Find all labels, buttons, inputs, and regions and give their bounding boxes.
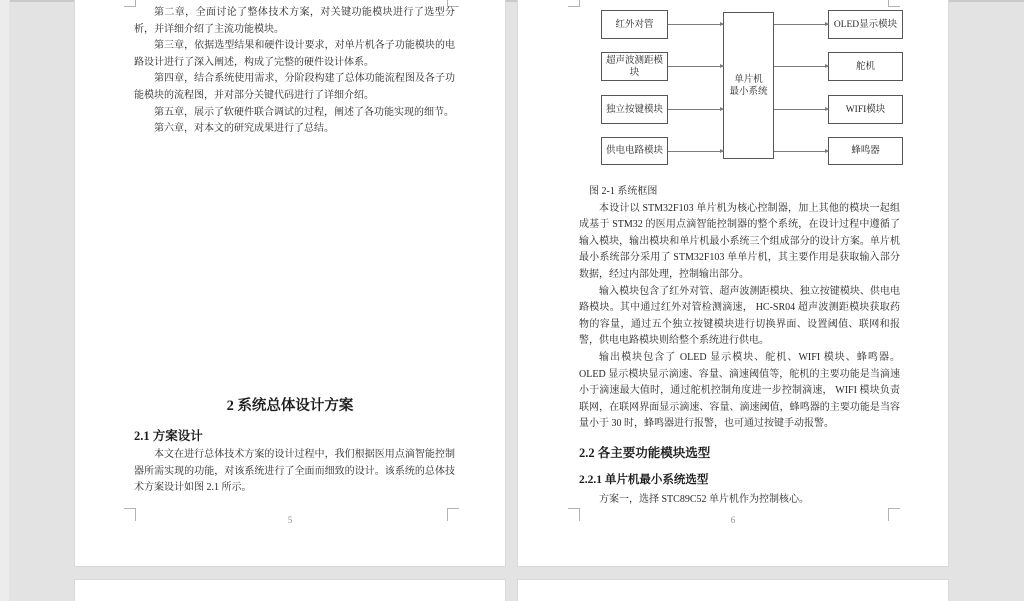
paragraph: 第四章，结合系统使用需求，分阶段构建了总体功能流程图及各子功能模块的流程图，并对部分关键代码进行了详细介绍。 [134, 73, 455, 101]
subsection-2-2-1-body [579, 492, 900, 509]
chapter-heading: 2 系统总体设计方案 [226, 398, 354, 414]
arrow-output-4 [774, 151, 828, 152]
paragraph: 方案一，选择 STC89C52 单片机作为控制核心。 [599, 494, 810, 505]
figure-caption: 图 2-1 系统框图 [589, 186, 658, 197]
document-page-8[interactable] [517, 579, 949, 601]
left-edge-band [0, 0, 9, 601]
paragraph: 本设计以 STM32F103 单片机为核心控制器，加上其他的模块一起组成基于 STM32 的医用点滴智能控制器的整个系统，在设计过程中遵循了输入模块，输出模块和单片机最小系统三个组成部分的设计方案。单片机最小系统部分采用了 STM32F103 单单片机，其主要作用是获取输入部分数据，经过内部处理，控制输出部分。 [579, 202, 900, 280]
arrow-output-3 [774, 109, 828, 110]
arrow-input-4 [668, 151, 723, 152]
diagram-box-mcu-system [723, 12, 774, 159]
diagram-box-key-module: 独立按键模块 [601, 95, 668, 124]
paragraph: 第二章，全面讨论了整体技术方案，对关键功能模块进行了选型分析，并详细介绍了主流功能模块。 [134, 7, 455, 35]
paragraph: 输入模块包含了红外对管、超声波测距模块、独立按键模块、供电电路模块。其中通过红外对管检测滴速， HC-SR04 超声波测距模块获取药物的容量，通过五个独立按键模块进行切换界面、设置阈值、联网和报警，供电电路模块则给整个系统进行供电。 [579, 285, 900, 347]
document-page-5[interactable] [74, 0, 506, 567]
paragraph: 第三章，依据选型结果和硬件设计要求，对单片机各子功能模块的电路设计进行了深入阐述，构成了完整的硬件设计体系。 [134, 40, 455, 68]
paragraph: 第六章，对本文的研究成果进行了总结。 [154, 123, 334, 135]
section-heading-2-2: 2.2 各主要功能模块选型 [579, 446, 711, 460]
page-number: 6 [730, 515, 736, 525]
arrow-output-2 [774, 66, 828, 67]
mcu-label-line1: 单片机 [734, 74, 763, 85]
section-body [579, 184, 900, 433]
diagram-box-servo: 舵机 [828, 52, 903, 81]
paragraph: 本文在进行总体技术方案的设计过程中，我们根据医用点滴智能控制器所需实现的功能，对该系统进行了全面而细致的设计。该系统的总体技术方案设计如图 2.1 所示。 [134, 449, 455, 494]
document-page-7[interactable] [74, 579, 506, 601]
page-number: 5 [287, 515, 293, 525]
diagram-box-buzzer: 蜂鸣器 [828, 137, 903, 165]
document-page-6[interactable] [517, 0, 949, 567]
subsection-heading-2-2-1: 2.2.1 单片机最小系统选型 [579, 474, 709, 486]
diagram-box-ultrasonic-module: 超声波测距模块 [601, 52, 668, 81]
paragraph: 输出模块包含了 OLED 显示模块、舵机、WIFI 模块、蜂鸣器。OLED 显示模块显示滴速、容量、滴速阈值等，舵机的主要功能是当滴速小于滴速最大值时，通过舵机控制角度进一步控制滴速， WIFI 模块负责联网，在联网界面显示滴速、容量、滴速阈值，蜂鸣器的主要功能是当容量小于 30 时，蜂鸣器进行报警，也可通过按键手动报警。 [579, 351, 900, 430]
arrow-output-1 [774, 24, 828, 25]
diagram-box-infrared-sensor: 红外对管 [601, 10, 668, 39]
arrow-input-2 [668, 66, 723, 67]
diagram-box-power-module: 供电电路模块 [601, 137, 668, 165]
mcu-label-line2: 最小系统 [729, 86, 768, 97]
diagram-box-wifi-module: WIFI模块 [828, 95, 903, 124]
diagram-box-oled-module: OLED显示模块 [828, 10, 903, 39]
arrow-input-1 [668, 24, 723, 25]
section-2-1-body [134, 447, 455, 497]
section-heading-2-1: 2.1 方案设计 [134, 429, 203, 443]
paragraph: 第五章，展示了软硬件联合调试的过程，阐述了各功能实现的细节。 [154, 106, 454, 118]
arrow-input-3 [668, 109, 723, 110]
figure-2-1-system-diagram [518, 0, 950, 180]
chapter-overview-block [134, 5, 455, 138]
